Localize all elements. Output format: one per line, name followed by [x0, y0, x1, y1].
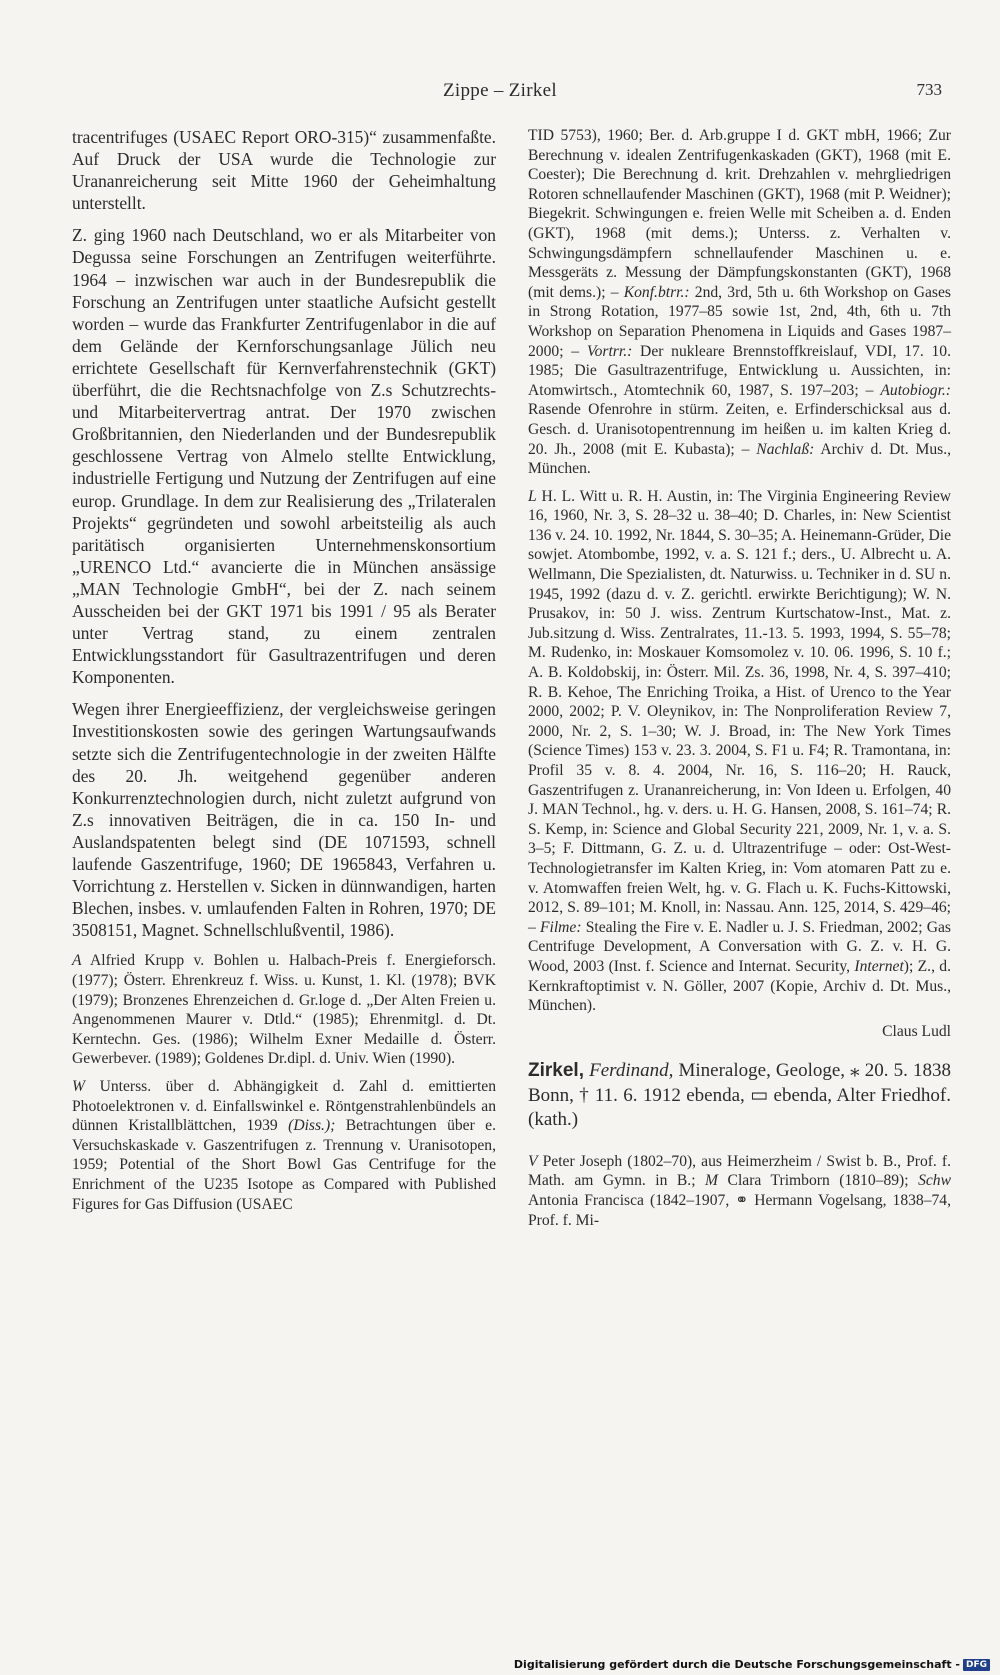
filme-label: Filme:	[539, 918, 582, 936]
literature-text-b: Stealing the Fire v. E. Nadler u. J. S. Friedman, 2002; Gas Centrifuge Development, A Conversation with G. Z. v. H. G. Wood, 2003 (Inst. f. Science and Internat. Security,	[528, 918, 951, 975]
literature-text-a: H. L. Witt u. R. H. Austin, in: The Virginia Engineering Review 16, 1960, Nr. 3, S. 28–32 u. 38–40; D. Charles, in: New Scientist 136 v. 24. 10. 1992, Nr. 1844, S. 30–35; A. Heinemann-Grüder, Die sowjet. Atombombe, 1992, v. a. S. 121 f.; ders., U. Albrecht u. A. Wellmann, Die Spezialisten, dt. Naturwiss. u. Techniker in d. SU n. 1945, 1992 (dazu d. v. Z. gerichtl. erwirkte Berichtigung); W. N. Prusakov, in: 50 J. wiss. Zentrum Kurtschatow-Inst., Mat. z. Jub.sitzung d. Wiss. Zentralrates, 11.-13. 5. 1993, 1994, S. 55–78; M. Rudenko, in: Moskauer Komsomolez v. 10. 06. 1996, S. 10 f.; A. B. Koldobskij, in: Österr. Mil. Zs. 36, 1998, Nr. 4, S. 397–410; R. B. Kehoe, The Enriching Troika, a Hist. of Urenco to the Year 2000, 2002; P. V. Oleynikov, in: The Nonproliferation Review 7, 2000, Nr. 2, S. 1–30; W. J. Broad, in: The New York Times (Science Times) 153 v. 23. 3. 2004, S. F1 u. F4; R. Tramontana, in: Profil 35 v. 8. 4. 2004, Nr. 16, S. 116–20; H. Rauck, Gaszentrifugen z. Urananreicherung, in: Von Ideen u. Erfolgen, 40 J. MAN Technol., hg. v. ders. u. H. G. Hansen, 2008, S. 161–74; R. S. Kemp, in: Science and Global Security 221, 2009, Nr. 1, v. a. S. 3–5; F. Dittmann, G. Z. u. d. Ultrazentrifuge – oder: Ost-West-Technologietransfer im Kalten Krieg, in: Vom atomaren Patt zu e. v. Atomwaffen freien Welt, hg. v. G. Flach u. K. Fuchs-Kittowski, 2012, S. 89–101; M. Knoll, in: Nassau. Ann. 125, 2014, S. 429–46; –	[528, 487, 951, 936]
works-diss: (Diss.);	[288, 1117, 336, 1135]
works-cont-text-c: Der nukleare Brennstoffkreislauf, VDI, 17. 10. 1985; Die Gasultrazentrifuge, Entwicklung u. Aussichten, in: Atomwirtsch., Atomtechnik 60, 1987, S. 197–203; –	[528, 342, 951, 399]
dfg-logo: DFG	[963, 1659, 990, 1671]
family-v-marker: V	[528, 1152, 538, 1170]
awards-section	[72, 951, 496, 1069]
page-number: 733	[916, 80, 942, 99]
works-text-1: Unterss. über d. Abhängigkeit d. Zahl d. emittierten Photoelektronen v. d. Einfallswinkel e. Röntgenstrahlenbündels an dünnen Kristallblättchen, 1939	[72, 1077, 496, 1135]
awards-text: Alfried Krupp v. Bohlen u. Halbach-Preis f. Energieforsch. (1977); Österr. Ehrenkreuz f. Wiss. u. Kunst, 1. Kl. (1978); BVK (1979); Bronzenes Ehrenzeichen d. Gr.loge d. „Der Alten Freien u. Angenommenen Maurer v. Dtld.“ (1985); Ehrenmitgl. d. Dt. Kerntechn. Ges. (1986); Wilhelm Exner Medaille d. Österr. Gewerbever. (1989); Goldenes Dr.dipl. d. Univ. Wien (1990).	[72, 952, 496, 1068]
entry-details: Mineraloge, Geologe, ⁎ 20. 5. 1838 Bonn, † 11. 6. 1912 ebenda, ▭ ebenda, Alter Friedhof. (kath.)	[528, 1060, 952, 1131]
entry-surname: Zirkel,	[528, 1060, 584, 1082]
works-continued	[528, 126, 951, 479]
family-text-a: Peter Joseph (1802–70), aus Heimerzheim / Swist b. B., Prof. f. Math. am Gymn. in B.;	[528, 1152, 951, 1190]
footer-funding-note: Digitalisierung gefördert durch die Deutsche Forschungsgemeinschaft -	[513, 1658, 960, 1671]
left-column	[72, 126, 496, 1214]
vortr-label: Vortrr.:	[586, 342, 633, 360]
entry-heading	[528, 1059, 951, 1133]
awards-marker: A	[72, 952, 82, 970]
right-column	[528, 126, 951, 1230]
entry-given-name: Ferdinand,	[589, 1060, 674, 1082]
family-m-marker: M	[705, 1172, 719, 1190]
footer	[514, 1658, 990, 1671]
works-cont-text-e: Archiv d. Dt. Mus., München.	[528, 440, 951, 478]
family-text-b: Clara Trimborn (1810–89);	[718, 1172, 919, 1190]
works-section	[72, 1077, 496, 1214]
page-header	[0, 80, 1000, 104]
family-schw-label: Schw	[918, 1172, 951, 1190]
author-signature: Claus Ludl	[882, 1022, 951, 1040]
works-marker: W	[72, 1077, 85, 1095]
works-text-2: Betrachtungen über e. Versuchskaskade v. Gaszentrifugen z. Trennung v. Uranisotopen, 1959; Potential of the Short Bowl Gas Centrifuge for the Enrichment of the U235 Isotope as Compared with Published Figures for Gas Diffusion (USAEC	[72, 1117, 496, 1213]
works-cont-text-a: TID 5753), 1960; Ber. d. Arb.gruppe I d. GKT mbH, 1966; Zur Berechnung v. idealen Zentrifugenkaskaden (GKT), 1968 (mit E. Coester); Die Berechnung d. krit. Drehzahlen v. mehrgliedrigen Rotoren schnellaufender Maschinen (GKT), 1968 (mit P. Weidner); Biegekrit. Schwingungen e. freien Welle mit Scheiben a. d. Enden (GKT), 1968 (mit dems.); Unterss. z. Verhalten v. Schwingungsdämpfern schnellaufender Maschinen u. e. Messgeräts z. Messung der Dämpfungskonstanten (GKT), 1968 (mit dems.); –	[528, 127, 951, 301]
family-text-c: Antonia Francisca (1842–1907, ⚭ Hermann Vogelsang, 1838–74, Prof. f. Mi-	[528, 1192, 951, 1229]
paragraph-energy-efficiency: Wegen ihrer Energieeffizienz, der vergleichsweise geringen Investitionskosten sowie des geringen Wartungsaufwands setzte sich die Zentrifugentechnologie in der zweiten Hälfte des 20. Jh. weitgehend gegenüber anderen Konkurrenztechnologien durch, nicht zuletzt aufgrund von Z.s innovativen Beiträgen, die in ca. 150 In- und Auslandspatenten belegt sind (DE 1071593, schnell laufende Gaszentrifuge, 1960; DE 1965843, Verfahren u. Vorrichtung z. Herstellen v. Sicken in dünnwandigen, harten Blechen, insbes. v. umlaufenden Falten in Rohren, 1970; DE 3508151, Magnet. Schnellschlußventil, 1986).	[72, 699, 496, 941]
paragraph-germany: Z. ging 1960 nach Deutschland, wo er als Mitarbeiter von Degussa seine Forschungen an Zentrifugen weiterführte. 1964 – inzwischen war auch in der Bundesrepublik die Forschung an Zentrifugen unter staatliche Aufsicht gestellt worden – wurde das Frankfurter Zentrifugenlabor in die auf dem Gelände der Kernforschungsanlage Jülich neu errichtete Gesellschaft für Kernverfahrenstechnik (GKT) überführt, die die Rechtsnachfolge von Z.s Schutzrechts- und Mitarbeitervertrag antrat. Der 1970 zwischen Großbritannien, den Niederlanden und der Bundesrepublik geschlossene Vertrag von Almelo stellte Entwicklung, industrielle Fertigung und Nutzung der Zentrifugen auf eine europ. Grundlage. In dem zur Realisierung des „Trilateralen Projekts“ gegründeten und sowohl arbeitsteilig als auch paritätisch organisierten Unternehmenskonsortium „URENCO Ltd.“ avancierte die in München ansässige „MAN Technologie GmbH“, bei der Z. nach seinem Ausscheiden bei der GKT 1971 bis 1991 / 95 als Berater unter Vertrag stand, zu einem zentralen Entwicklungsstandort für Gasultrazentrifugen und deren Komponenten.	[72, 225, 496, 688]
works-cont-text-b: 2nd, 3rd, 5th u. 6th Workshop on Gases in Strong Rotation, 1977–85 sowie 1st, 2nd, 4th, 6th u. 7th Workshop on Separation Phenomena in Liquids and Gases 1987–2000; –	[528, 283, 951, 360]
literature-marker: L	[528, 487, 537, 505]
running-title: Zippe – Zirkel	[443, 80, 557, 101]
konf-label: Konf.btrr.:	[623, 283, 690, 301]
nachlass-label: Nachlaß:	[756, 440, 815, 458]
family-section	[528, 1152, 951, 1230]
autobiogr-label: Autobiogr.:	[880, 381, 951, 399]
literature-text-c: ); Z., d. Kernkraftoptimist v. N. Göller, 2007 (Kopie, Archiv d. Dt. Mus., München).	[528, 957, 952, 1015]
literature-section	[528, 487, 951, 1016]
works-cont-text-d: Rasende Ofenrohre in stürm. Zeiten, e. Erfinderschicksal aus d. Gesch. d. Uranisotopentrennung im heißen u. im kalten Krieg d. 20. Jh., 2008 (mit E. Kubasta); –	[528, 401, 951, 458]
paragraph-centrifuge-report: tracentrifuges (USAEC Report ORO-315)“ zusammenfaßte. Auf Druck der USA wurde die Technologie zur Urananreicherung seit Mitte 1960 der Geheimhaltung unterstellt.	[72, 127, 496, 214]
internet-label: Internet	[854, 957, 904, 975]
